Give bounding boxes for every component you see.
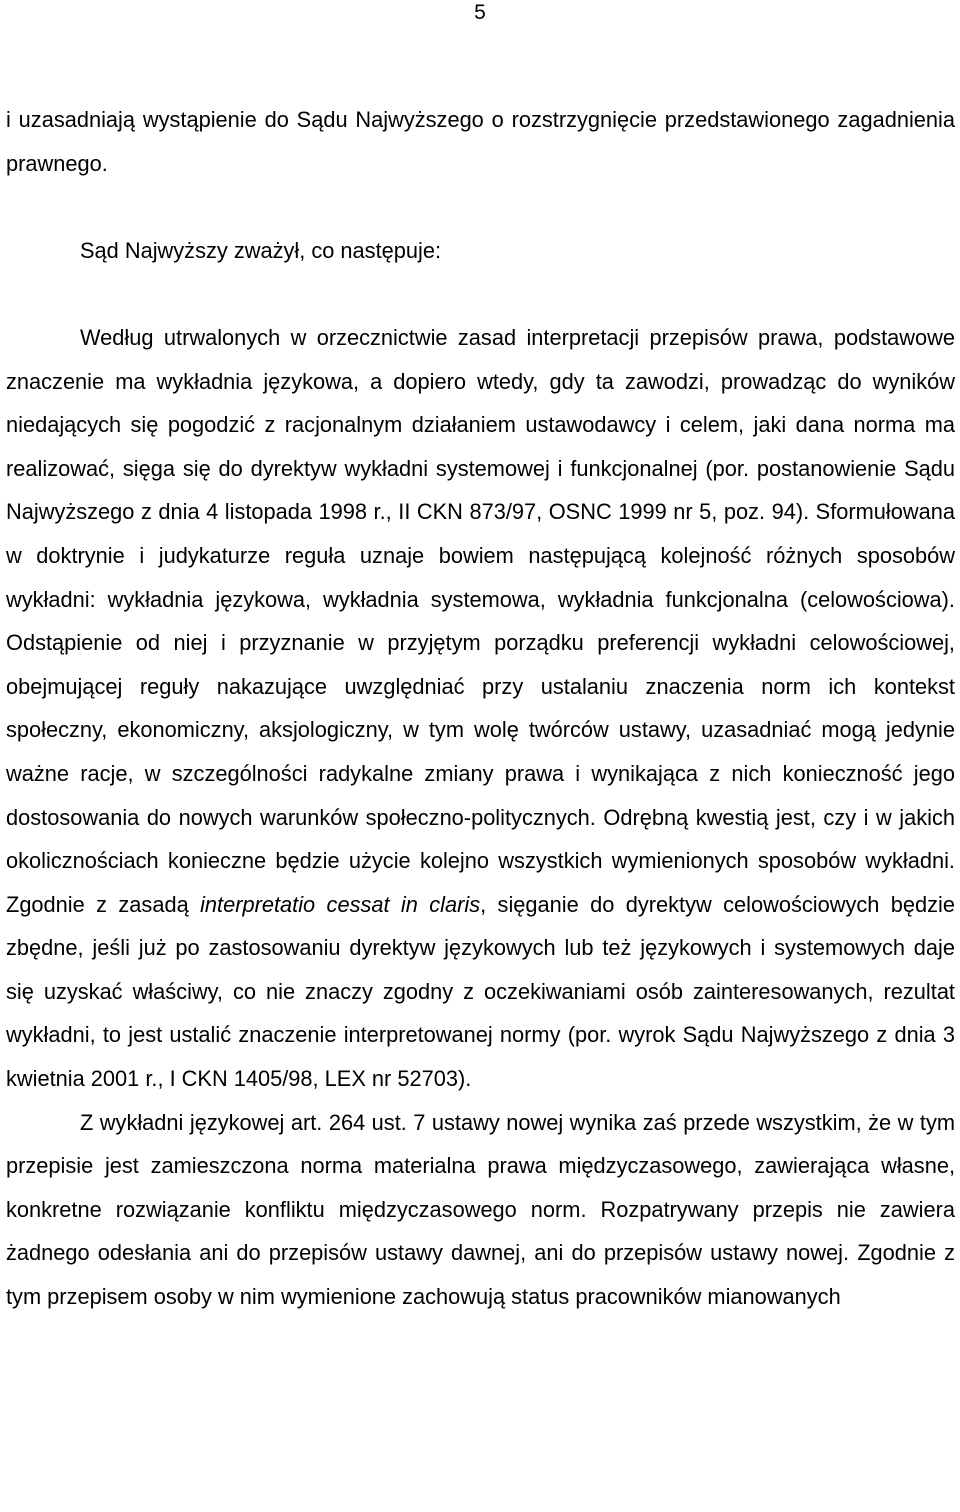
paragraph-court-considered: Sąd Najwyższy zważył, co następuje: xyxy=(80,237,442,263)
page-number: 5 xyxy=(474,1,486,24)
paragraph-text-part-2: , sięganie do dyrektyw celowościowych będzie zbędne, jeśli już po zastosowaniu dyrektyw językowych lub też językowych i systemowych daje się uzyskać właściwy, co nie znaczy zgodny z oczekiwaniami osób zainteresowanych, rezultat wykładni, to jest ustalić znaczenie interpretowanej normy (por. wyrok Sądu Najwyższego z dnia 3 kwietnia 2001 r., I CKN 1405/98, LEX nr 52703). xyxy=(6,891,955,1092)
document-body xyxy=(6,98,955,1319)
paragraph-interpretation-rules xyxy=(6,316,955,1101)
paragraph-linguistic-interpretation: Z wykładni językowej art. 264 ust. 7 ustawy nowej wynika zaś przede wszystkim, że w tym przepisie jest zamieszczona norma materialna prawa międzyczasowego, zawierająca własne, konkretne rozwiązanie konfliktu międzyczasowego norm. Rozpatrywany przepis nie zawiera żadnego odesłania ani do przepisów ustawy dawnej, ani do przepisów ustawy nowej. Zgodnie z tym przepisem osoby w nim wymienione zachowują status pracowników mianowanych xyxy=(6,1109,955,1310)
latin-maxim: interpretatio cessat in claris xyxy=(200,891,481,917)
paragraph-continuation: i uzasadniają wystąpienie do Sądu Najwyższego o rozstrzygnięcie przedstawionego zagadnienia prawnego. xyxy=(6,107,955,176)
paragraph-text-part-1: Według utrwalonych w orzecznictwie zasad interpretacji przepisów prawa, podstawowe znaczenie ma wykładnia językowa, a dopiero wtedy, gdy ta zawodzi, prowadząc do wyników niedających się pogodzić z racjonalnym działaniem ustawodawcy i celem, jaki dana norma ma realizować, sięga się do dyrektyw wykładni systemowej i funkcjonalnej (por. postanowienie Sądu Najwyższego z dnia 4 listopada 1998 r., II CKN 873/97, OSNC 1999 nr 5, poz. 94). Sformułowana w doktrynie i judykaturze reguła uznaje bowiem następującą kolejność różnych sposobów wykładni: wykładnia językowa, wykładnia systemowa, wykładnia funkcjonalna (celowościowa). Odstąpienie od niej i przyznanie w przyjętym porządku preferencji wykładni celowościowej, obejmującej reguły nakazujące uwzględniać przy ustalaniu znaczenia norm ich kontekst społeczny, ekonomiczny, aksjologiczny, w tym wolę twórców ustawy, uzasadniać mogą jedynie ważne racje, w szczególności radykalne zmiany prawa i wynikająca z nich konieczność jego dostosowania do nowych warunków społeczno-politycznych. Odrębną kwestią jest, czy i w jakich okolicznościach konieczne będzie użycie kolejno wszystkich wymienionych sposobów wykładni. Zgodnie z zasadą xyxy=(6,324,955,917)
